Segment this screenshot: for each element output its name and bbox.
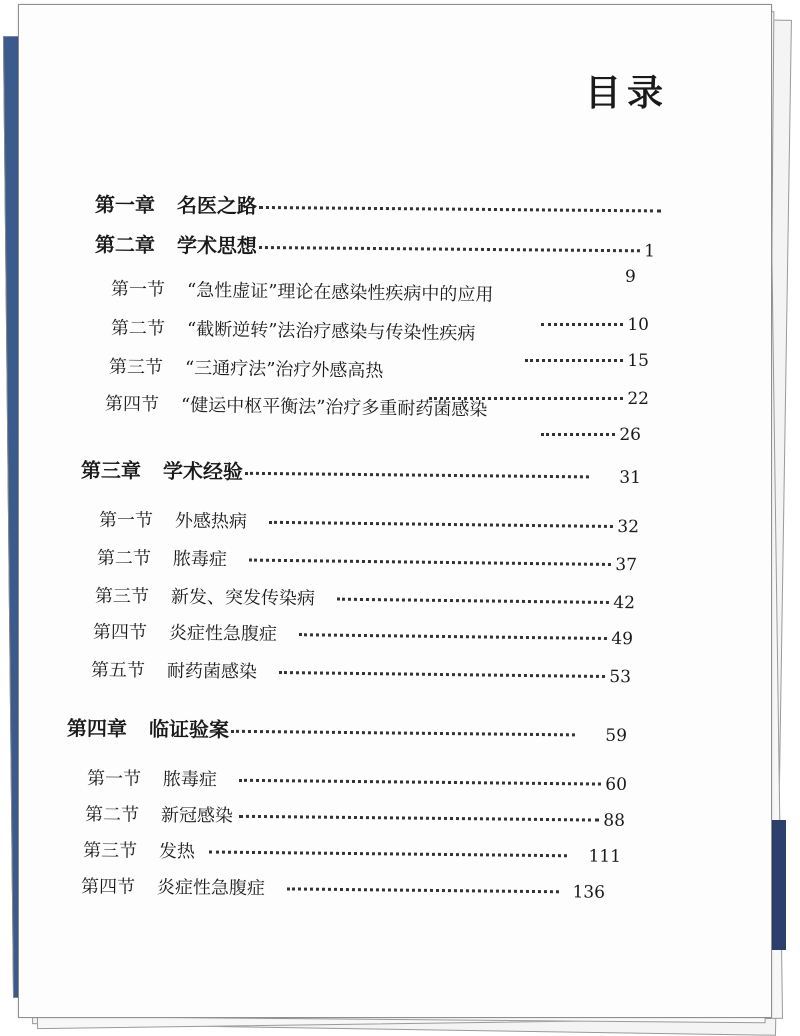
toc-section-2-4[interactable]: [105, 390, 545, 423]
leader-dots: [209, 851, 567, 858]
toc-leader: [539, 315, 649, 335]
entry-page: 88: [603, 810, 626, 831]
entry-page: 136: [572, 882, 606, 903]
entry-number: 第四章: [66, 716, 128, 741]
entry-page: 42: [613, 593, 636, 614]
toc-chapter-1[interactable]: [95, 189, 665, 223]
page-title: 目录: [585, 72, 670, 114]
entry-title: 外感热病: [174, 510, 248, 533]
toc-leader: [523, 351, 649, 371]
toc-section-4-2[interactable]: [85, 800, 625, 832]
leader-dots: [337, 598, 609, 604]
leader-dots: [541, 323, 623, 326]
toc-section-4-4[interactable]: [81, 872, 605, 903]
entry-title: 炎症性急腹症: [168, 622, 278, 645]
entry-page: 32: [617, 517, 640, 538]
entry-number: 第五节: [90, 659, 146, 682]
entry-page: 15: [627, 351, 649, 371]
entry-page: 111: [588, 846, 622, 867]
leader-dots: [239, 779, 601, 786]
toc-chapter-2[interactable]: [95, 229, 655, 263]
entry-number: 第二节: [110, 317, 166, 340]
toc-leader: [539, 425, 641, 445]
toc-page: [18, 4, 772, 1018]
entry-number: 第三章: [80, 458, 142, 483]
toc-section-2-3[interactable]: [109, 352, 429, 383]
entry-page: 59: [605, 725, 628, 746]
entry-number: 第二节: [84, 804, 140, 826]
entry-title: 名医之路: [176, 193, 258, 218]
entry-page: 10: [627, 315, 649, 335]
entry-title: 新发、突发传染病: [170, 586, 316, 610]
entry-title: 临证验案: [148, 716, 230, 742]
entry-title: “三通疗法”治疗外感高热: [184, 357, 384, 382]
entry-title: 发热: [158, 840, 196, 863]
entry-number: 第二章: [94, 232, 156, 258]
entry-title: 新冠感染: [160, 804, 234, 827]
entry-title: 学术思想: [176, 233, 258, 258]
toc-section-4-1[interactable]: [87, 764, 627, 796]
entry-title: 脓毒症: [162, 768, 218, 791]
entry-number: 第一节: [86, 768, 142, 790]
entry-page: 9: [625, 267, 636, 287]
entry-page: 26: [619, 425, 641, 445]
entry-page: 22: [627, 389, 649, 409]
entry-number: 第一章: [94, 192, 156, 218]
toc-section-3-1[interactable]: [99, 506, 639, 539]
toc-section-4-3[interactable]: [83, 836, 621, 868]
leader-dots: [245, 472, 589, 479]
entry-title: 学术经验: [162, 458, 244, 484]
entry-number: 第二节: [96, 547, 152, 570]
toc-section-3-5[interactable]: [91, 656, 631, 689]
toc-section-2-1[interactable]: [111, 275, 661, 310]
leader-dots: [259, 206, 661, 213]
leader-dots: [259, 246, 640, 252]
leader-dots: [525, 359, 623, 362]
leader-dots: [299, 633, 607, 640]
entry-title: “急性虚证”理论在感染性疾病中的应用: [186, 279, 494, 306]
entry-page: 37: [615, 555, 638, 576]
toc-chapter-3[interactable]: [81, 454, 641, 489]
entry-title: 炎症性急腹症: [156, 877, 266, 900]
entry-page: 49: [611, 629, 634, 650]
entry-number: 第三节: [94, 585, 150, 608]
entry-title: “健运中枢平衡法”治疗多重耐药菌感染: [180, 394, 488, 421]
leader-dots: [231, 730, 575, 737]
entry-number: 第三节: [82, 840, 138, 862]
entry-number: 第三节: [108, 356, 164, 379]
entry-number: 第一节: [110, 278, 166, 301]
toc-chapter-4[interactable]: [67, 712, 627, 747]
toc-section-3-3[interactable]: [95, 582, 635, 615]
entry-number: 第四节: [104, 393, 160, 416]
leader-dots: [269, 521, 613, 528]
entry-page: 60: [605, 774, 628, 795]
entry-title: “截断逆转”法治疗感染与传染性疾病: [186, 318, 476, 345]
entry-page: 53: [609, 667, 632, 688]
leader-dots: [249, 559, 611, 566]
leader-dots: [279, 671, 605, 678]
entry-title: 脓毒症: [172, 548, 228, 571]
entry-number: 第一节: [98, 509, 154, 532]
entry-number: 第四节: [92, 621, 148, 644]
leader-dots: [239, 815, 599, 822]
entry-number: 第四节: [80, 876, 136, 898]
toc-section-3-4[interactable]: [93, 618, 633, 651]
toc-section-2-2[interactable]: [111, 314, 531, 347]
entry-page: 31: [619, 467, 642, 488]
leader-dots: [287, 887, 559, 893]
entry-title: 耐药菌感染: [166, 660, 258, 683]
entry-page: 1: [644, 241, 656, 262]
leader-dots: [541, 433, 615, 436]
toc-section-3-2[interactable]: [97, 544, 637, 577]
